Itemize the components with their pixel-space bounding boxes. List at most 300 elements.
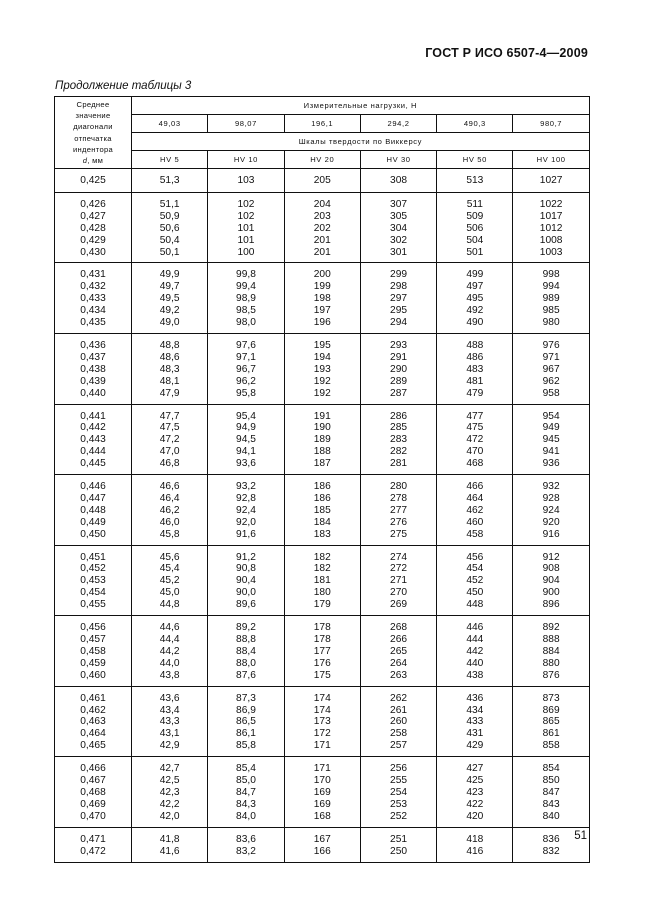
hardness-cell [132, 174, 208, 192]
hardness-value: 251 [390, 833, 408, 845]
hardness-value: 302 [390, 234, 408, 246]
diagonal-value: 0,452 [80, 563, 106, 575]
hardness-cell [284, 686, 360, 757]
hardness-value: 998 [542, 269, 560, 281]
hardness-value: 203 [313, 210, 331, 222]
hardness-cell [360, 757, 436, 828]
hardness-value: 271 [390, 575, 408, 587]
hardness-cell [284, 263, 360, 334]
hardness-value: 92,8 [236, 492, 256, 504]
hardness-value: 48,8 [159, 339, 180, 351]
diagonal-cell [55, 263, 132, 334]
hardness-value: 95,4 [236, 410, 256, 422]
hardness-value: 43,4 [159, 704, 180, 716]
hardness-value: 252 [390, 810, 408, 822]
hardness-cell [284, 616, 360, 687]
hardness-cell [132, 263, 208, 334]
hardness-value: 462 [466, 504, 484, 516]
hardness-value: 264 [390, 657, 408, 669]
hardness-value: 85,4 [236, 763, 256, 775]
hardness-value: 924 [542, 504, 560, 516]
hardness-value: 187 [313, 458, 331, 470]
hardness-value: 103 [237, 175, 255, 186]
hardness-value: 255 [390, 775, 408, 787]
diagonal-value: 0,432 [80, 281, 106, 293]
hardness-cell [208, 827, 284, 862]
hardness-value: 281 [390, 458, 408, 470]
hardness-value: 900 [542, 587, 560, 599]
hardness-value: 87,3 [236, 692, 256, 704]
diagonal-cell [55, 616, 132, 687]
hardness-cell [513, 616, 589, 687]
document-code: ГОСТ Р ИСО 6507-4—2009 [425, 46, 588, 60]
hardness-cell [132, 616, 208, 687]
hardness-value: 261 [390, 704, 408, 716]
hardness-value: 99,4 [236, 281, 256, 293]
hardness-value: 171 [313, 763, 331, 775]
hardness-value: 96,2 [236, 375, 256, 387]
hardness-value: 101 [237, 234, 255, 246]
hardness-cell [437, 686, 513, 757]
hardness-value: 858 [542, 740, 560, 752]
hardness-value: 262 [390, 692, 408, 704]
hardness-value: 95,8 [236, 387, 256, 399]
hardness-value: 191 [313, 410, 331, 422]
hardness-value: 506 [466, 222, 484, 234]
diagonal-value: 0,467 [80, 775, 106, 787]
diagonal-value: 0,448 [80, 504, 106, 516]
hardness-value: 92,0 [236, 516, 256, 528]
scale-label: HV 100 [513, 151, 589, 169]
hardness-cell [208, 757, 284, 828]
hardness-value: 301 [390, 246, 408, 258]
diagonal-value: 0,449 [80, 516, 106, 528]
hardness-value: 44,2 [159, 645, 180, 657]
hardness-value: 49,7 [159, 281, 180, 293]
hardness-value: 89,6 [236, 599, 256, 611]
hardness-value: 876 [542, 669, 560, 681]
hardness-cell [284, 192, 360, 263]
hardness-value: 167 [313, 833, 331, 845]
hardness-value: 41,6 [159, 845, 180, 857]
hardness-value: 954 [542, 410, 560, 422]
hardness-value: 293 [390, 339, 408, 351]
diagonal-value: 0,466 [80, 763, 106, 775]
hardness-value: 98,0 [236, 317, 256, 329]
hardness-value: 291 [390, 351, 408, 363]
hardness-value: 46,8 [159, 458, 180, 470]
hardness-value: 920 [542, 516, 560, 528]
hardness-value: 166 [313, 845, 331, 857]
hardness-value: 45,0 [159, 587, 180, 599]
hardness-cell [360, 263, 436, 334]
diagonal-cell [55, 404, 132, 475]
hardness-value: 438 [466, 669, 484, 681]
hardness-cell [208, 616, 284, 687]
hardness-cell [132, 757, 208, 828]
hardness-value: 45,6 [159, 551, 180, 563]
hardness-value: 42,5 [159, 775, 180, 787]
hardness-cell [132, 686, 208, 757]
hardness-value: 908 [542, 563, 560, 575]
hardness-cell [208, 263, 284, 334]
scale-label: HV 20 [284, 151, 360, 169]
table-row-group [55, 192, 590, 263]
hardness-value: 101 [237, 222, 255, 234]
hardness-cell [284, 333, 360, 404]
hardness-value: 46,2 [159, 504, 180, 516]
hardness-cell [360, 404, 436, 475]
diagonal-value: 0,433 [80, 293, 106, 305]
hardness-value: 850 [542, 775, 560, 787]
hardness-cell [513, 333, 589, 404]
hardness-cell [132, 475, 208, 546]
hardness-value: 181 [313, 575, 331, 587]
hardness-cell [513, 192, 589, 263]
hardness-value: 86,1 [236, 728, 256, 740]
diagonal-value: 0,456 [80, 622, 106, 634]
hardness-value: 266 [390, 634, 408, 645]
hardness-value: 44,0 [159, 657, 180, 669]
hardness-value: 50,6 [159, 222, 180, 234]
hardness-value: 497 [466, 281, 484, 293]
hardness-value: 198 [313, 293, 331, 305]
hardness-cell [132, 545, 208, 616]
hardness-value: 168 [313, 810, 331, 822]
header-line: Среднее [76, 100, 110, 109]
header-line: индентора [72, 144, 114, 154]
diagonal-value: 0,453 [80, 575, 106, 587]
diagonal-value: 0,443 [80, 434, 106, 446]
hardness-value: 186 [313, 481, 331, 493]
hardness-value: 201 [313, 234, 331, 246]
hardness-value: 260 [390, 716, 408, 728]
hardness-value: 174 [313, 704, 331, 716]
hardness-value: 44,4 [159, 634, 180, 645]
hardness-value: 193 [313, 363, 331, 375]
hardness-cell [132, 333, 208, 404]
hardness-cell [208, 686, 284, 757]
hardness-value: 488 [466, 339, 484, 351]
hardness-value: 94,9 [236, 422, 256, 434]
hardness-value: 504 [466, 234, 484, 246]
hardness-value: 86,5 [236, 716, 256, 728]
hardness-value: 85,8 [236, 740, 256, 752]
hardness-value: 464 [466, 492, 484, 504]
hardness-value: 436 [466, 692, 484, 704]
hardness-value: 422 [466, 798, 484, 810]
hardness-value: 483 [466, 363, 484, 375]
hardness-cell [284, 475, 360, 546]
hardness-value: 892 [542, 622, 560, 634]
hardness-cell [437, 192, 513, 263]
hardness-value: 85,0 [236, 775, 256, 787]
hardness-cell [360, 192, 436, 263]
header-unit-rest: , мм [87, 156, 104, 166]
diagonal-cell [55, 757, 132, 828]
hardness-cell [208, 192, 284, 263]
header-unit-var: d [82, 156, 88, 166]
hardness-value: 93,6 [236, 458, 256, 470]
hardness-cell [513, 404, 589, 475]
table-row-group [55, 686, 590, 757]
diagonal-value: 0,464 [80, 728, 106, 740]
hardness-value: 949 [542, 422, 560, 434]
hardness-value: 880 [542, 657, 560, 669]
hardness-value: 294 [390, 317, 408, 329]
hardness-value: 88,4 [236, 645, 256, 657]
scales-title: Шкалы твердости по Виккерсу [132, 133, 590, 151]
hardness-cell [437, 404, 513, 475]
hardness-value: 46,0 [159, 516, 180, 528]
hardness-cell [437, 263, 513, 334]
hardness-value: 272 [390, 563, 408, 575]
hardness-value: 290 [390, 363, 408, 375]
hardness-value: 989 [542, 293, 560, 305]
hardness-value: 936 [542, 458, 560, 470]
hardness-cell [284, 174, 360, 192]
hardness-value: 44,6 [159, 622, 180, 634]
table-caption: Продолжение таблицы 3 [55, 80, 192, 92]
hardness-value: 91,2 [236, 551, 256, 563]
hardness-value: 434 [466, 704, 484, 716]
hardness-value: 268 [390, 622, 408, 634]
hardness-table [54, 96, 590, 863]
hardness-value: 452 [466, 575, 484, 587]
hardness-cell [513, 545, 589, 616]
diagonal-value: 0,431 [80, 269, 106, 281]
hardness-value: 84,7 [236, 786, 256, 798]
hardness-value: 49,0 [159, 317, 180, 329]
hardness-value: 46,6 [159, 481, 180, 493]
hardness-cell [513, 174, 589, 192]
diagonal-value: 0,460 [80, 669, 106, 681]
hardness-value: 178 [313, 622, 331, 634]
hardness-value: 180 [313, 587, 331, 599]
hardness-value: 307 [390, 198, 408, 210]
hardness-value: 277 [390, 504, 408, 516]
hardness-value: 184 [313, 516, 331, 528]
hardness-value: 45,8 [159, 528, 180, 540]
hardness-value: 92,4 [236, 504, 256, 516]
hardness-value: 896 [542, 599, 560, 611]
hardness-value: 305 [390, 210, 408, 222]
hardness-value: 43,6 [159, 692, 180, 704]
hardness-value: 299 [390, 269, 408, 281]
hardness-value: 861 [542, 728, 560, 740]
hardness-value: 962 [542, 375, 560, 387]
hardness-cell [132, 404, 208, 475]
hardness-value: 501 [466, 246, 484, 258]
scale-label: HV 5 [132, 151, 208, 169]
hardness-value: 51,1 [159, 198, 180, 210]
hardness-value: 48,1 [159, 375, 180, 387]
diagonal-value: 0,469 [80, 798, 106, 810]
hardness-value: 460 [466, 516, 484, 528]
hardness-value: 425 [466, 775, 484, 787]
hardness-value: 470 [466, 446, 484, 458]
diagonal-value: 0,434 [80, 305, 106, 317]
hardness-value: 513 [466, 175, 484, 186]
hardness-value: 42,2 [159, 798, 180, 810]
diagonal-value: 0,450 [80, 528, 106, 540]
hardness-value: 47,0 [159, 446, 180, 458]
hardness-value: 186 [313, 492, 331, 504]
table-row-group [55, 404, 590, 475]
loads-title: Измерительные нагрузки, Н [132, 97, 590, 115]
diagonal-value: 0,454 [80, 587, 106, 599]
hardness-cell [437, 827, 513, 862]
hardness-value: 183 [313, 528, 331, 540]
hardness-value: 102 [237, 198, 255, 210]
hardness-value: 50,1 [159, 246, 180, 258]
hardness-value: 256 [390, 763, 408, 775]
hardness-value: 51,3 [159, 175, 180, 186]
hardness-value: 89,2 [236, 622, 256, 634]
hardness-cell [437, 757, 513, 828]
hardness-value: 174 [313, 692, 331, 704]
diagonal-value: 0,461 [80, 692, 106, 704]
diagonal-value: 0,468 [80, 786, 106, 798]
hardness-value: 182 [313, 551, 331, 563]
header-line: диагонали [73, 122, 113, 132]
hardness-value: 994 [542, 281, 560, 293]
header-unit [55, 155, 131, 166]
hardness-value: 49,2 [159, 305, 180, 317]
diagonal-cell [55, 686, 132, 757]
hardness-cell [513, 757, 589, 828]
scale-label: HV 10 [208, 151, 284, 169]
hardness-value: 90,0 [236, 587, 256, 599]
diagonal-value: 0,435 [80, 317, 106, 329]
hardness-value: 200 [313, 269, 331, 281]
diagonal-value: 0,462 [80, 704, 106, 716]
diagonal-value: 0,426 [80, 198, 106, 210]
hardness-value: 280 [390, 481, 408, 493]
hardness-value: 179 [313, 599, 331, 611]
header-line: отпечатка [74, 133, 112, 143]
hardness-value: 250 [390, 845, 408, 857]
hardness-value: 195 [313, 339, 331, 351]
hardness-value: 171 [313, 740, 331, 752]
hardness-value: 42,9 [159, 740, 180, 752]
hardness-value: 472 [466, 434, 484, 446]
hardness-value: 416 [466, 845, 484, 857]
hardness-value: 285 [390, 422, 408, 434]
table-row-group [55, 174, 590, 192]
hardness-value: 854 [542, 763, 560, 775]
hardness-value: 43,1 [159, 728, 180, 740]
hardness-value: 172 [313, 728, 331, 740]
hardness-value: 1003 [539, 246, 563, 258]
hardness-value: 197 [313, 305, 331, 317]
hardness-value: 450 [466, 587, 484, 599]
diagonal-value: 0,436 [80, 339, 106, 351]
hardness-value: 431 [466, 728, 484, 740]
hardness-value: 499 [466, 269, 484, 281]
hardness-cell [437, 616, 513, 687]
diagonal-value: 0,457 [80, 634, 106, 645]
diagonal-value: 0,459 [80, 657, 106, 669]
hardness-value: 87,6 [236, 669, 256, 681]
diagonal-value: 0,427 [80, 210, 106, 222]
hardness-value: 97,6 [236, 339, 256, 351]
table-row-group [55, 475, 590, 546]
hardness-value: 47,9 [159, 387, 180, 399]
hardness-value: 84,0 [236, 810, 256, 822]
hardness-cell [360, 686, 436, 757]
load-value: 980,7 [513, 115, 589, 133]
hardness-cell [132, 192, 208, 263]
hardness-value: 204 [313, 198, 331, 210]
hardness-value: 169 [313, 786, 331, 798]
diagonal-value: 0,442 [80, 422, 106, 434]
load-value: 490,3 [437, 115, 513, 133]
hardness-value: 479 [466, 387, 484, 399]
table-row-group [55, 616, 590, 687]
hardness-value: 440 [466, 657, 484, 669]
hardness-cell [284, 757, 360, 828]
hardness-value: 202 [313, 222, 331, 234]
hardness-value: 916 [542, 528, 560, 540]
diagonal-value: 0,437 [80, 351, 106, 363]
hardness-value: 90,8 [236, 563, 256, 575]
hardness-value: 43,3 [159, 716, 180, 728]
diagonal-value: 0,447 [80, 492, 106, 504]
hardness-value: 869 [542, 704, 560, 716]
hardness-value: 263 [390, 669, 408, 681]
hardness-value: 282 [390, 446, 408, 458]
hardness-value: 88,8 [236, 634, 256, 645]
hardness-value: 98,9 [236, 293, 256, 305]
diagonal-cell [55, 475, 132, 546]
hardness-value: 269 [390, 599, 408, 611]
hardness-value: 843 [542, 798, 560, 810]
hardness-value: 976 [542, 339, 560, 351]
hardness-value: 495 [466, 293, 484, 305]
hardness-value: 945 [542, 434, 560, 446]
hardness-cell [360, 333, 436, 404]
hardness-value: 265 [390, 645, 408, 657]
hardness-value: 257 [390, 740, 408, 752]
hardness-value: 274 [390, 551, 408, 563]
diagonal-value: 0,458 [80, 645, 106, 657]
hardness-value: 182 [313, 563, 331, 575]
hardness-value: 433 [466, 716, 484, 728]
hardness-cell [132, 827, 208, 862]
diagonal-value: 0,463 [80, 716, 106, 728]
hardness-value: 254 [390, 786, 408, 798]
hardness-value: 418 [466, 833, 484, 845]
hardness-value: 442 [466, 645, 484, 657]
hardness-value: 258 [390, 728, 408, 740]
hardness-value: 492 [466, 305, 484, 317]
hardness-value: 43,8 [159, 669, 180, 681]
table-body [55, 169, 590, 863]
hardness-value: 83,6 [236, 833, 256, 845]
hardness-value: 873 [542, 692, 560, 704]
hardness-value: 275 [390, 528, 408, 540]
hardness-cell [437, 333, 513, 404]
hardness-value: 832 [542, 845, 560, 857]
hardness-value: 904 [542, 575, 560, 587]
hardness-value: 283 [390, 434, 408, 446]
hardness-value: 99,8 [236, 269, 256, 281]
diagonal-value: 0,446 [80, 481, 106, 493]
hardness-cell [208, 174, 284, 192]
hardness-value: 475 [466, 422, 484, 434]
diagonal-value: 0,428 [80, 222, 106, 234]
